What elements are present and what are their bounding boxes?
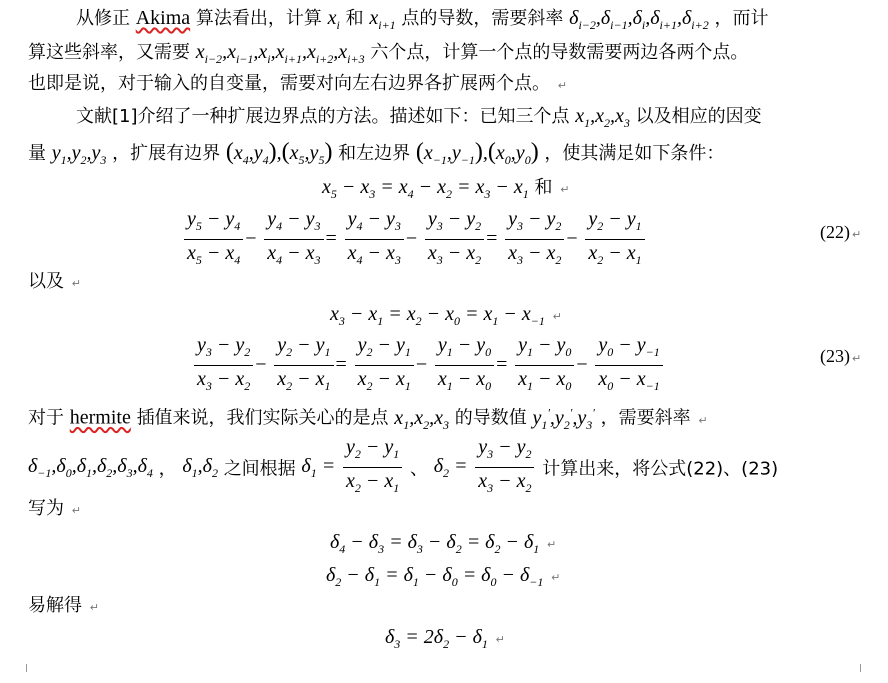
para1-line2 xyxy=(28,40,748,71)
para1-text-b: 算法看出，计算 xyxy=(195,8,322,29)
para2-text-b: 以及相应的因变 xyxy=(635,106,762,127)
hermite-line1: 对于 hermite 插值来说，我们实际关心的是点 $x_1,x_2,x_3$ 的导数值 $y_1',y_2',y_3'$ ，需要斜率 ↵ xyxy=(28,405,708,432)
eq-delta3-solution: $\delta_3 = 2\delta_2 - \delta_1$ ↵ xyxy=(385,626,505,651)
para1-text-g: 六个点，计算一个点的导数需要两边各两个点。 xyxy=(370,42,749,63)
eq-delta-right: $\delta_4 - \delta_3 = \delta_3 - \delta_2 = \delta_2 - \delta_1$ ↵ xyxy=(330,531,557,556)
math-deltas: $\delta_{i-2},\delta_{i-1},\delta_i,\delta_{i+1},\delta_{i+2}$ xyxy=(569,7,709,32)
para1-text-a: 从修正 xyxy=(76,8,130,29)
para1-line1 xyxy=(76,6,768,37)
xiewei-line: 写为 ↵ xyxy=(28,498,81,519)
para1-line3 xyxy=(28,72,567,98)
para1-text-f: 算这些斜率，又需要 xyxy=(28,42,190,63)
eq-delta-left: $\delta_2 - \delta_1 = \delta_1 - \delta_0 = \delta_0 - \delta_{-1}$ ↵ xyxy=(326,564,561,589)
para1-text-e: ，而计 xyxy=(714,8,769,29)
para2-line2 xyxy=(28,140,724,172)
math-six-points: $x_{i-2},x_{i-1},x_i,x_{i+1},x_{i+2},x_{i+3}$ xyxy=(195,41,365,66)
math-xi1: $x_{i+1}$ xyxy=(369,7,396,32)
crop-mark-bottom-left xyxy=(18,664,27,672)
akima-term: Akima xyxy=(135,7,191,29)
eq-x-differences-left: $x_3 - x_1 = x_2 - x_0 = x_1 - x_{-1}$ ↵ xyxy=(330,303,562,328)
math-x123: $x_1,x_2,x_3$ xyxy=(575,105,630,130)
para2-text-f: ，使其满足如下条件： xyxy=(544,143,725,164)
crop-mark-bottom-right xyxy=(860,664,869,672)
para2-text-d: ，扩展有边界 xyxy=(112,143,221,164)
para2-text-a: 文献[1]介绍了一种扩展边界点的方法。描述如下：已知三个点 xyxy=(76,106,570,127)
yiji-text: 以及 xyxy=(28,271,64,292)
equation-23-number: (23) ↵ xyxy=(820,346,862,366)
para2-line1 xyxy=(76,104,762,135)
yiji-line: 以及 ↵ xyxy=(28,271,81,292)
equation-23: $\frac{y_3 - y_2}{x_3 - x_2}$ − $\frac{y_2 - y_1}{x_2 - x_1}$ = $\frac{y_2 - y_1}{x_2 - x_1}$ − $\frac{y_1 - y_0}{x_1 - x_0}$ = $\frac{y_1 - y_0}{x_1 - x_0}$ − $\frac{y_0 - y_{-1}}{x_0 - x_{-1}}$ xyxy=(192,334,665,397)
yijiede-line: 易解得 ↵ xyxy=(28,595,99,616)
math-left-bound: $(x_{-1},y_{-1}),(x_0,y_0)$ xyxy=(415,139,539,167)
para2-text-e: 和左边界 xyxy=(338,143,411,164)
hermite-line2: $\delta_{-1},\delta_0,\delta_1,\delta_2,\delta_3,\delta_4$ ， $\delta_1,\delta_2$ 之间根据 $\delta_1$ = $\frac{y_2 - y_1}{x_2 - x_1}$ 、 $\delta_2$ = $\frac{y_3 - y_2}{x_3 - x_2}$ 计算出来，将公式(22)、(23) xyxy=(28,436,779,495)
eq-x-differences-right: $x_5 - x_3 = x_4 - x_2 = x_3 - x_1$ 和 ↵ xyxy=(322,176,570,201)
para1-text-d: 点的导数，需要斜率 xyxy=(401,8,564,29)
equation-22-number: (22) ↵ xyxy=(820,222,862,242)
hermite-term: hermite xyxy=(69,406,131,429)
para1-text-c: 和 xyxy=(345,8,364,29)
para1-text-h: 也即是说，对于输入的自变量，需要对向左右边界各扩展两个点。 xyxy=(28,73,550,94)
eq-and: 和 xyxy=(534,177,553,198)
para2-text-c: 量 xyxy=(28,143,46,164)
math-xi: $x_i$ xyxy=(327,7,340,32)
math-right-bound: $(x_4,y_4),(x_5,y_5)$ xyxy=(225,139,333,167)
return-mark: ↵ xyxy=(557,79,567,92)
math-y123: $y_1,y_2,y_3$ xyxy=(51,142,107,167)
equation-22: $\frac{y_5 - y_4}{x_5 - x_4}$ − $\frac{y_4 - y_3}{x_4 - x_3}$ = $\frac{y_4 - y_3}{x_4 - x_3}$ − $\frac{y_3 - y_2}{x_3 - x_2}$ = $\frac{y_3 - y_2}{x_3 - x_2}$ − $\frac{y_2 - y_1}{x_2 - x_1}$ xyxy=(182,208,647,271)
